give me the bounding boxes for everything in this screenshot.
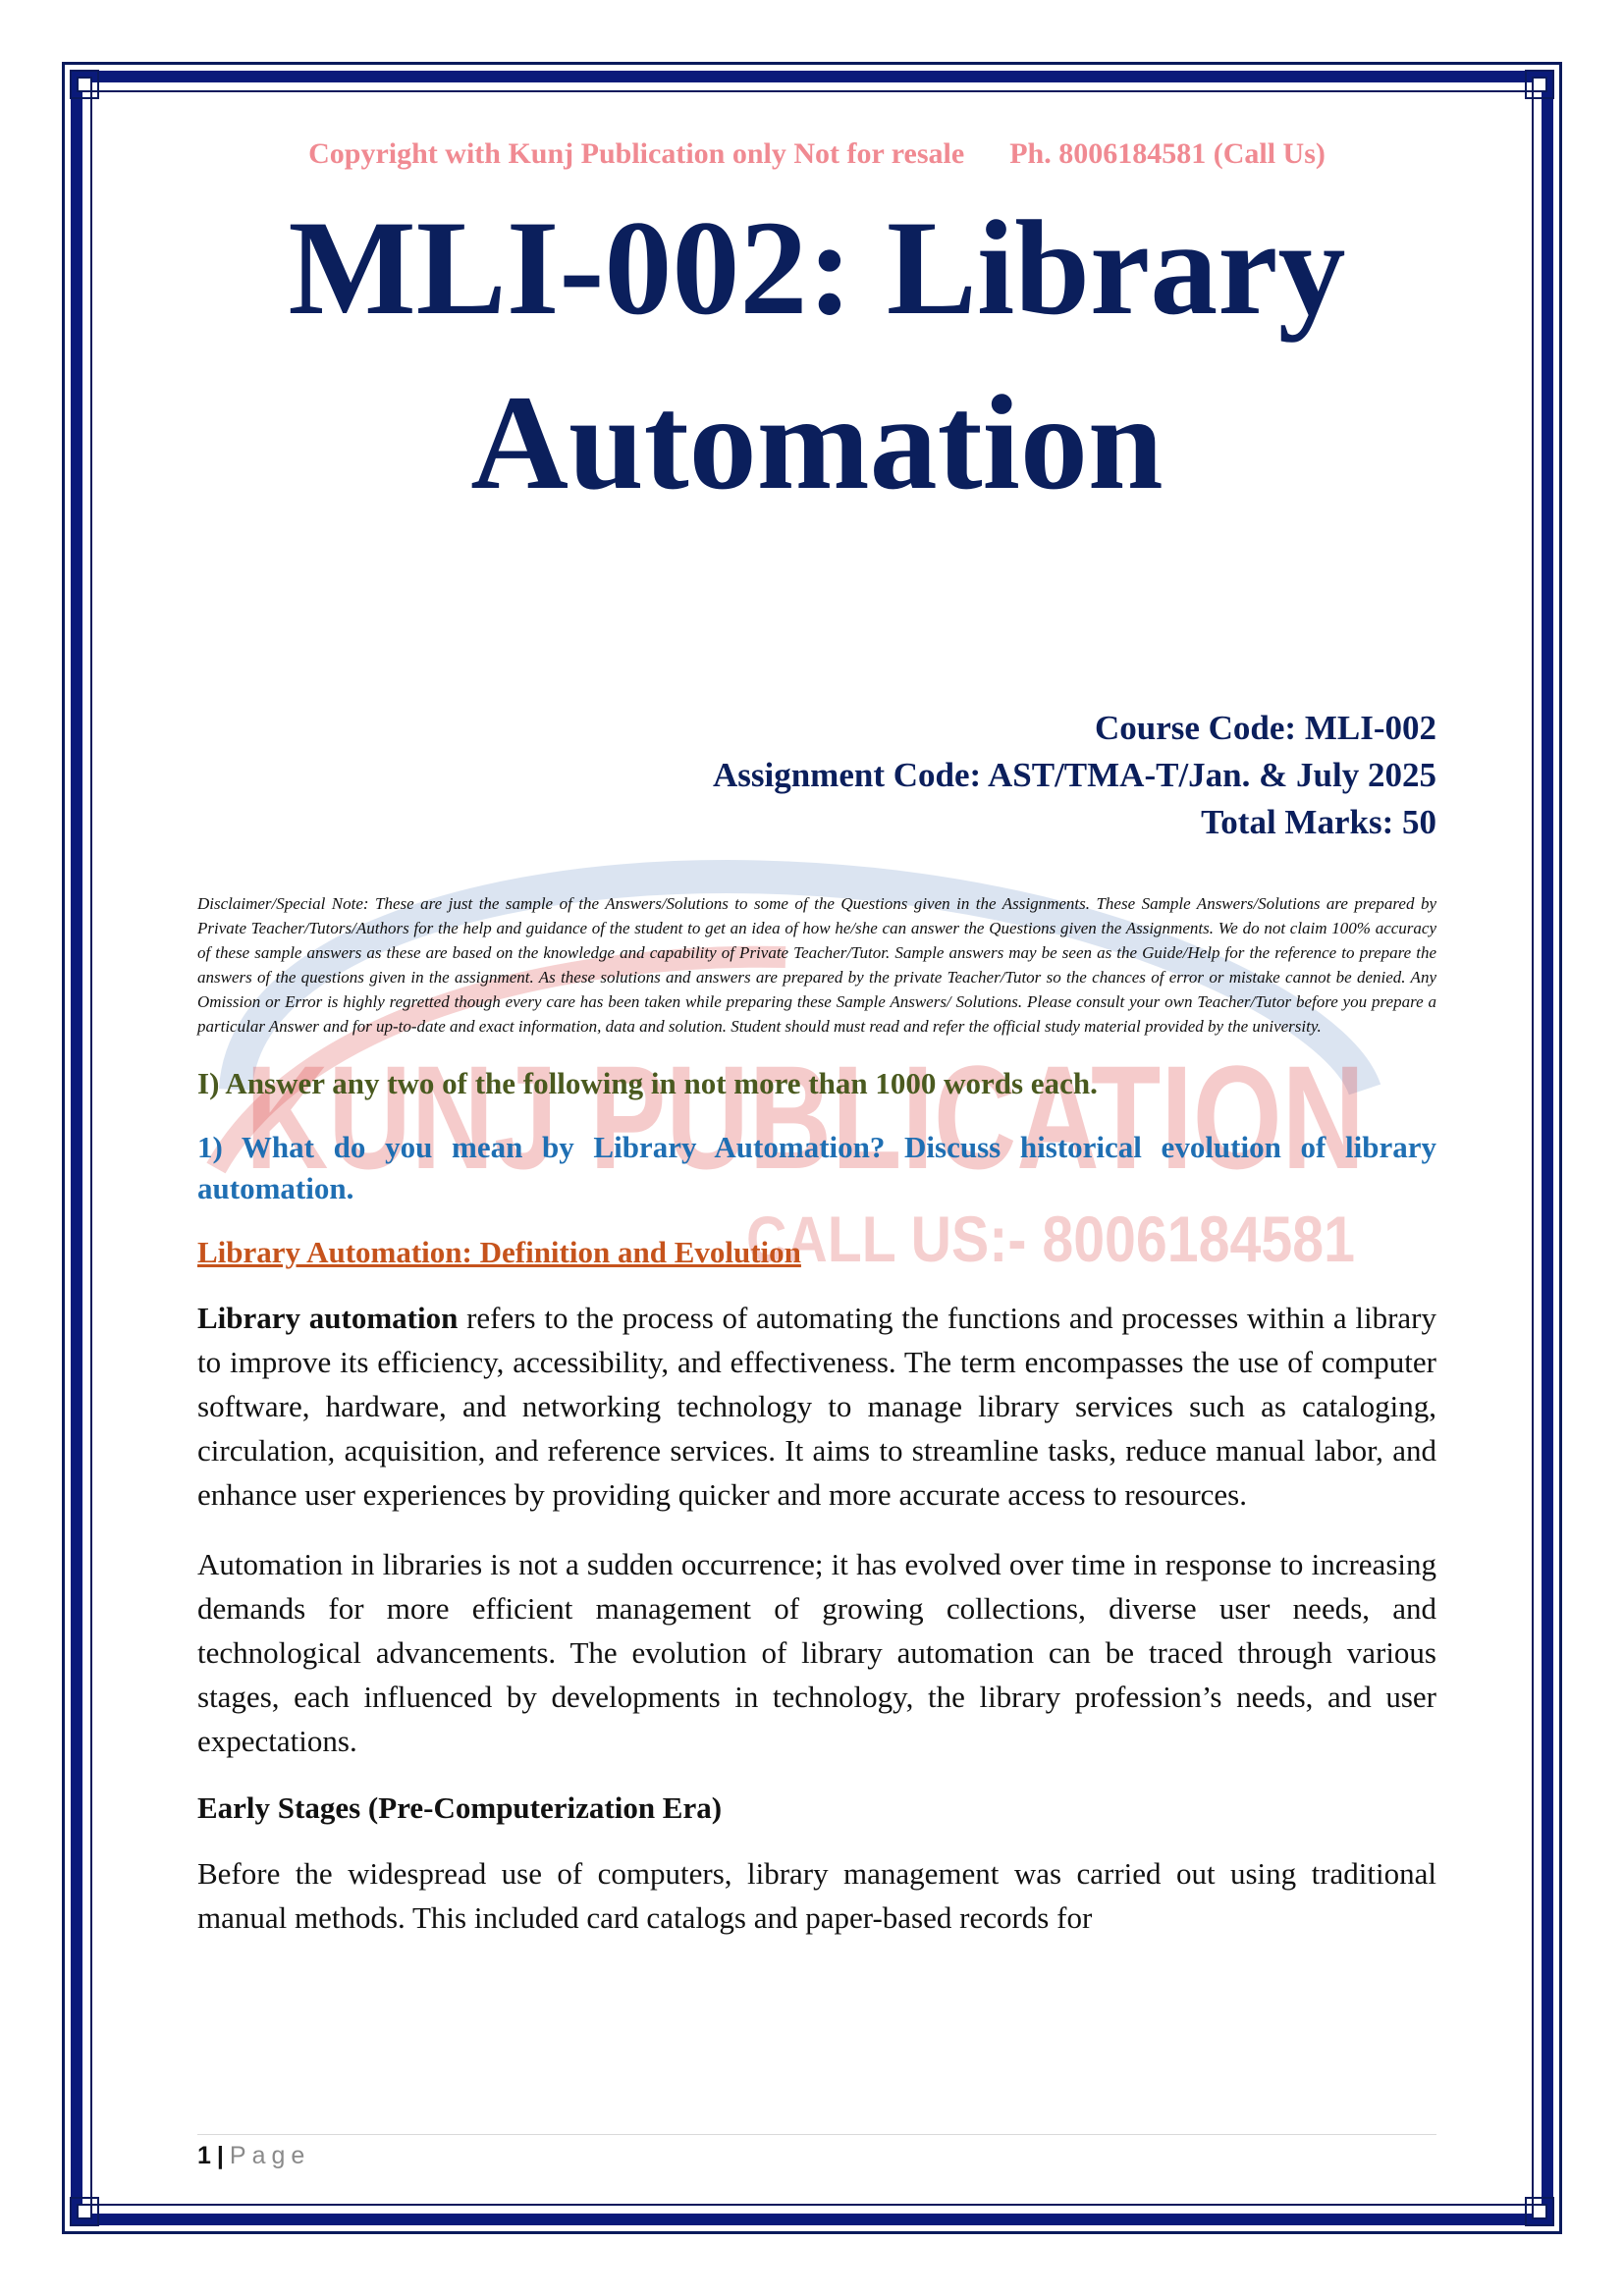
answer-subheading: Early Stages (Pre-Computerization Era) [197,1790,723,1825]
border-corner-ornament [1520,2192,1559,2231]
document-title [197,181,1436,530]
page-footer [197,2142,310,2170]
course-meta [197,705,1436,846]
footer-separator: | [216,2142,224,2169]
svg-text:CALL US:- 8006184581: CALL US:- 8006184581 [746,1202,1355,1275]
title-line-1: MLI-002: Library [288,192,1346,343]
paragraph-text: refers to the process of automating the functions and processes within a library to improve its efficiency, accessibility, and effectiveness. The term encompasses the use of computer software, hardware, and networking technology to manage library services such as cataloging, circulation, acquisition, and reference services. It aims to streamline tasks, reduce manual labor, and enhance user experiences by providing quicker and more accurate access to resources. [197,1301,1436,1512]
copyright-text: Copyright with Kunj Publication only Not for resale [308,137,965,170]
total-marks: Total Marks: 50 [1201,803,1436,841]
course-code: Course Code: MLI-002 [1094,709,1436,747]
svg-text:KUNJ PUBLICATION: KUNJ PUBLICATION [245,1035,1365,1200]
title-line-2: Automation [470,367,1164,517]
page-label: Page [229,2142,311,2169]
answer-paragraph-1 [197,1296,1436,1517]
disclaimer-note: Disclaimer/Special Note: These are just the sample of the Answers/Solutions to some of the Questions given in the Assignments. These Sample Answers/Solutions are prepared by Private Teacher/Tutors/Authors for the help and guidance of the student to get an idea of how he/she can answer the Questions given the Assignments. We do not claim 100% accuracy of these sample answers as these are based on the knowledge and capability of Private Teacher/Tutor. Sample answers may be seen as the Guide/Help for the reference to prepare the answers of the questions given in the assignment. As these solutions and answers are prepared by the private Teacher/Tutor so the chances of error or mistake cannot be denied. Any Omission or Error is highly regretted though every care has been taken while preparing these Sample Answers/ Solutions. Please consult your own Teacher/Tutor before you prepare a particular Answer and for up-to-date and exact information, data and solution. Student should must read and refer the official study material provided by the university. [197,894,1436,1036]
copyright-header [197,137,1436,171]
phone-text: Ph. 8006184581 (Call Us) [1009,137,1326,170]
border-corner-ornament [1520,65,1559,104]
answer-heading: Library Automation: Definition and Evolution [197,1235,801,1269]
page-number: 1 [197,2142,211,2169]
question-text: 1) What do you mean by Library Automation? Discuss historical evolution of library automation. [197,1130,1436,1205]
border-corner-ornament [65,65,104,104]
section-instruction: I) Answer any two of the following in not more than 1000 words each. [197,1066,1098,1100]
footer-divider [197,2134,1436,2135]
border-corner-ornament [65,2192,104,2231]
answer-paragraph-3: Before the widespread use of computers, library management was carried out using traditional manual methods. This included card catalogs and paper-based records for [197,1856,1436,1935]
assignment-code: Assignment Code: AST/TMA-T/Jan. & July 2025 [712,756,1436,794]
term-bold: Library automation [197,1301,459,1335]
document-body [197,137,1436,1940]
answer-paragraph-2: Automation in libraries is not a sudden occurrence; it has evolved over time in response to increasing demands for more efficient management of growing collections, diverse user needs, and technological advancements. The evolution of library automation can be traced through various stages, each influenced by developments in technology, the library profession’s needs, and user expectations. [197,1547,1436,1758]
